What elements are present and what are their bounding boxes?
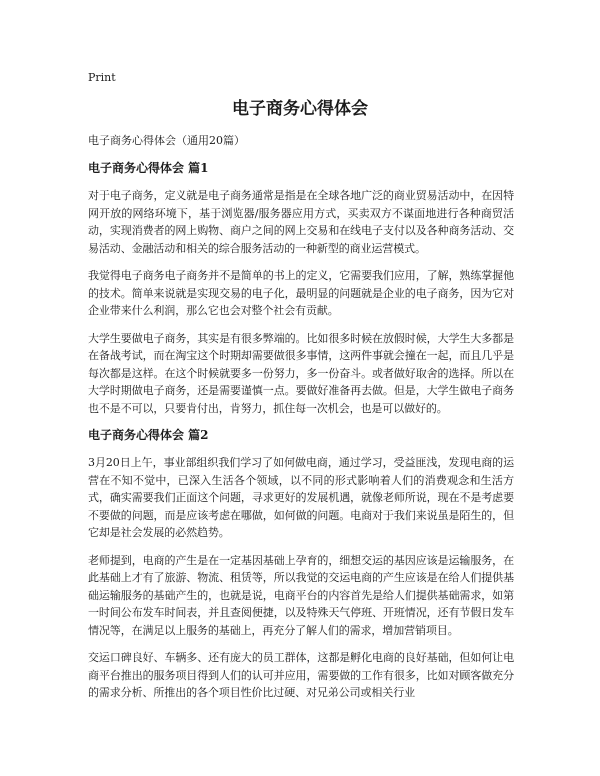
section-2: [88, 427, 514, 702]
section-heading: 电子商务心得体会 篇2: [88, 428, 209, 442]
paragraph: 交运口碑良好、车辆多、还有庞大的员工群体，这都是孵化电商的良好基础，但如何让电商平台推出的服务项目得到人们的认可并应用，需要做的工作有很多，比如对顾客做充分的需求分析、所推出的各个项目性价比过硬、对兄弟公司或相关行业: [88, 651, 514, 699]
document-subtitle: 电子商务心得体会（通用20篇）: [88, 134, 245, 147]
print-link[interactable]: Print: [88, 71, 116, 84]
paragraph: 大学生要做电子商务，其实是有很多弊端的。比如很多时候在放假时候，大学生大多都是在备战考试，而在淘宝这个时期却需要做很多事情，这两件事就会撞在一起，而且几乎是每次都是这样。在这个时候就要多一份努力，多一份奋斗。或者做好取舍的选择。所以在大学时期做电子商务，还是需要谨慎一点。要做好准备再去做。但是，大学生做电子商务也不是不可以，只要肯付出，肯努力，抓住每一次机会，也是可以做好的。: [88, 331, 514, 415]
section-1: [88, 160, 514, 417]
paragraph: 3月20日上午，事业部组织我们学习了如何做电商，通过学习，受益匪浅，发现电商的运营在不知不觉中，已深入生活各个领域，以不同的形式影响着人们的消费观念和生活方式，确实需要我们正面这个问题，寻求更好的发展机遇，就像老师所说，现在不是考虑要不要做的问题，而是应该考虑在哪做，如何做的问题。电商对于我们来说虽是陌生的，但它却是社会发展的必然趋势。: [88, 456, 514, 539]
section-heading: 电子商务心得体会 篇1: [88, 161, 209, 175]
document-title: 电子商务心得体会: [232, 99, 368, 119]
paragraph: 我觉得电子商务电子商务并不是简单的书上的定义，它需要我们应用，了解，熟练掌握他的技术。简单来说就是实现交易的电子化，最明显的问题就是企业的电子商务，因为它对企业带来什么利润，那么它也会对整个社会有贡献。: [88, 269, 514, 317]
document-body: [88, 160, 514, 712]
paragraph: 对于电子商务，定义就是电子商务通常是指是在全球各地广泛的商业贸易活动中，在因特网开放的网络环境下，基于浏览器/服务器应用方式，买卖双方不谋面地进行各种商贸活动，实现消费者的网上购物、商户之间的网上交易和在线电子支付以及各种商务活动、交易活动、金融活动和相关的综合服务活动的一种新型的商业运营模式。: [88, 189, 514, 255]
paragraph: 老师提到，电商的产生是在一定基因基础上孕育的，细想交运的基因应该是运输服务，在此基础上才有了旅游、物流、租赁等，所以我觉的交运电商的产生应该是在给人们提供基础运输服务的基础产生的，也就是说，电商平台的内容首先是给人们提供基础需求，如第一时间公布发车时间表，并且查阅便捷，以及特殊天气停班、开班情况，还有节假日发车情况等，在满足以上服务的基础上，再充分了解人们的需求，增加营销项目。: [88, 553, 514, 637]
